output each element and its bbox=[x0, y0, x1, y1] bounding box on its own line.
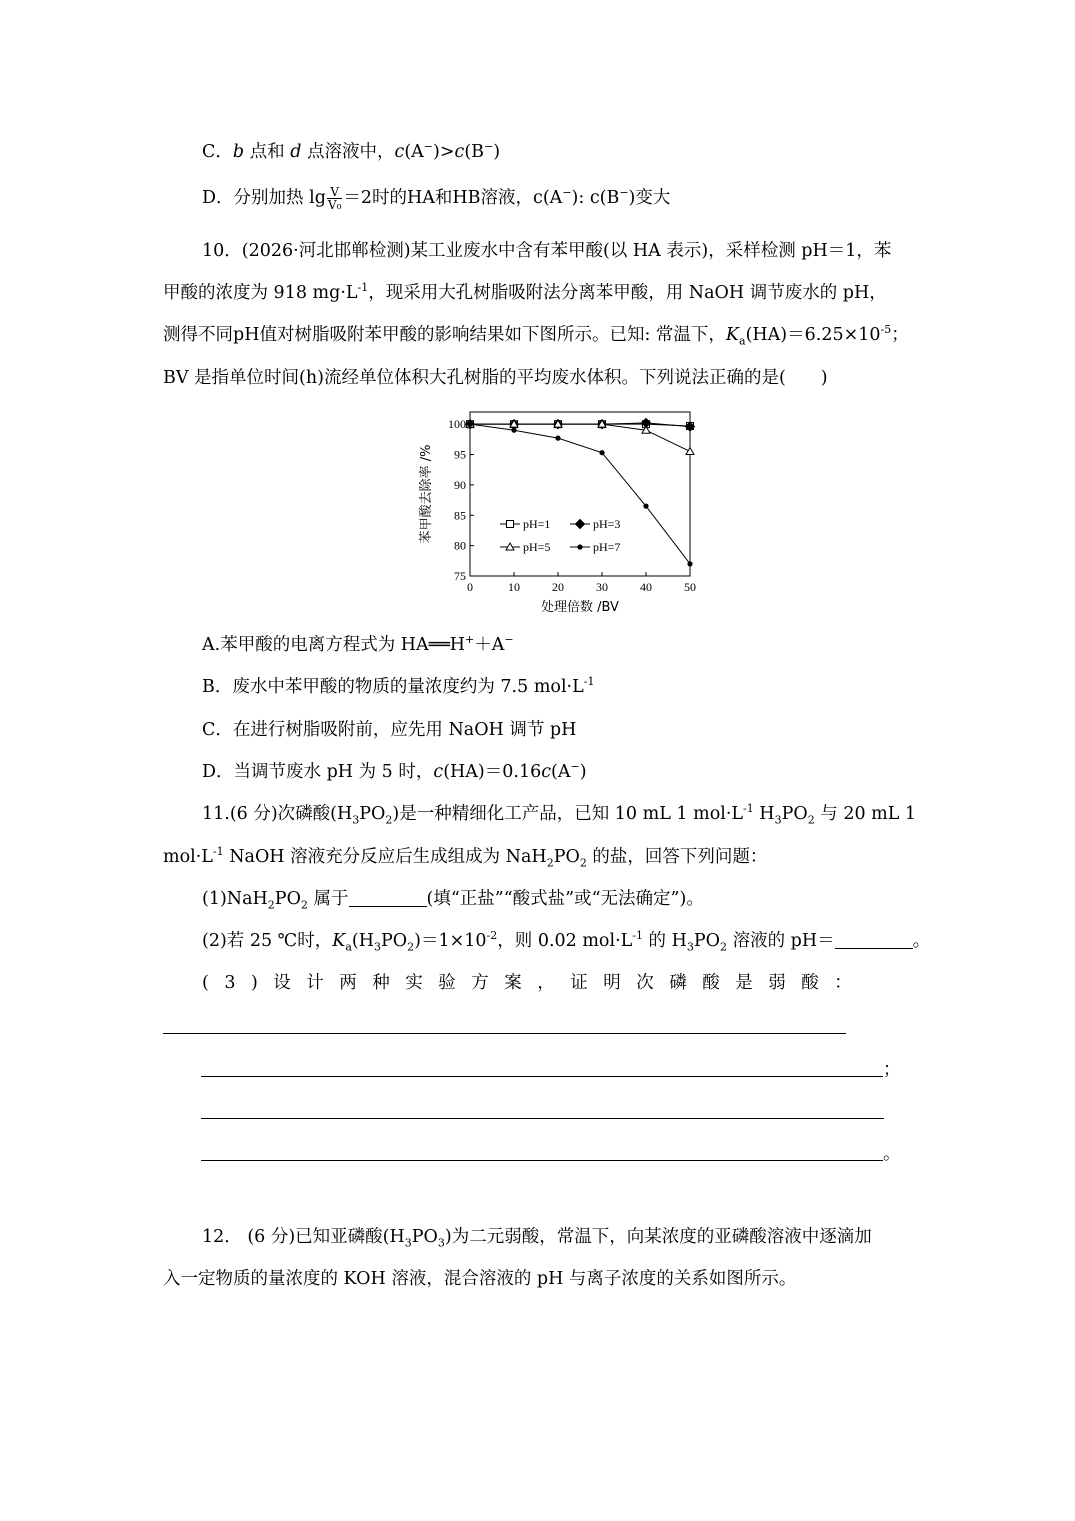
q10-option-a: A.苯甲酸的电离方程式为 HA══H+＋A− bbox=[202, 633, 514, 655]
y-tick-label: 100 bbox=[448, 417, 466, 432]
y-tick-label: 90 bbox=[454, 477, 466, 492]
data-point bbox=[643, 504, 648, 509]
legend-label: pH=7 bbox=[593, 540, 621, 554]
q12-line-1: 12． (6 分)已知亚磷酸$(H_3PO_3)$为二元弱酸，常温下，向某浓度的亚磷酸溶液中逐滴加 bbox=[202, 1227, 872, 1250]
x-axis-label: 处理倍数 /BV bbox=[541, 600, 619, 615]
legend-marker bbox=[507, 521, 514, 528]
series-line bbox=[470, 424, 690, 564]
q11-part-2: (2)若 25 ℃时，$K_a(H_3PO_2)=1\times 10^{-2}$，则 0.02 $mol\cdot L^{-1}$ 的 $H_3PO_2$ 溶液的 pH＝ 。 bbox=[202, 929, 931, 954]
q11-part-3: (3)设计两种实验方案，证明次磷酸是弱酸： bbox=[202, 973, 868, 993]
answer-line-3[interactable] bbox=[201, 1118, 884, 1119]
y-tick-label: 85 bbox=[454, 508, 466, 523]
data-point bbox=[467, 422, 472, 427]
x-tick-label: 30 bbox=[596, 580, 608, 594]
y-tick-label: 75 bbox=[454, 569, 466, 583]
y-axis-label: 苯甲酸去除率 /% bbox=[419, 444, 434, 544]
q10-option-b: B．废水中苯甲酸的物质的量浓度约为 7.5 $mol\cdot L^{-1}$ bbox=[202, 675, 595, 697]
x-tick-label: 20 bbox=[552, 580, 564, 594]
q10-line-1: 10．(2026·河北邯郸检测)某工业废水中含有苯甲酸(以 HA 表示)，采样检测 pH＝1，苯 bbox=[202, 241, 892, 261]
q10-line-3: 测得不同pH值对树脂吸附苯甲酸的影响结果如下图所示。已知: 常温下，$K_a(HA)=6.25\times 10^{-5}$； bbox=[163, 323, 909, 348]
y-tick-label: 80 bbox=[454, 538, 466, 553]
v-over-v0-fraction: $\frac{V}{\text{V₀}}$ bbox=[327, 185, 342, 212]
q10-line-2: 甲酸的浓度为 918 $mg\cdot L^{-1}$，现采用大孔树脂吸附法分离苯甲酸，用 NaOH 调节废水的 pH， bbox=[163, 281, 887, 303]
answer-blank-2[interactable] bbox=[835, 930, 913, 949]
q11-line-2: $mol\cdot L^{-1}$ NaOH 溶液充分反应后生成组成为 $NaH_2PO_2$ 的盐，回答下列问题： bbox=[163, 845, 768, 870]
data-point bbox=[687, 561, 692, 566]
data-point bbox=[686, 447, 694, 454]
x-tick-label: 40 bbox=[640, 580, 652, 594]
answer-blank-1[interactable] bbox=[349, 888, 427, 907]
legend-label: pH=3 bbox=[593, 517, 621, 531]
legend-label: pH=5 bbox=[523, 540, 551, 554]
period: 。 bbox=[883, 1144, 901, 1164]
answer-line-2[interactable] bbox=[201, 1076, 883, 1077]
answer-line-4[interactable] bbox=[201, 1160, 883, 1161]
q10-option-c: C．在进行树脂吸附前，应先用 NaOH 调节 pH bbox=[202, 720, 577, 740]
data-point bbox=[555, 436, 560, 441]
semicolon: ； bbox=[883, 1060, 901, 1080]
q11-line-1: 11.(6 分)次磷酸$(H_3PO_2)$是一种精细化工产品，已知 10 mL 1 $mol\cdot L^{-1}$ $H_3PO_2$ 与 20 mL 1 bbox=[202, 802, 917, 827]
legend-label: pH=1 bbox=[523, 517, 551, 531]
q9-option-d: D．分别加热 lg $\frac{V}{\text{V₀}}$ ＝2时的HA和HB溶液，c(A−): c(B−)变大 bbox=[202, 185, 671, 212]
x-tick-label: 10 bbox=[508, 580, 520, 594]
y-tick-label: 95 bbox=[454, 447, 466, 462]
q12-line-2: 入一定物质的量浓度的 KOH 溶液，混合溶液的 pH 与离子浓度的关系如图所示。 bbox=[163, 1269, 797, 1289]
q10-line-4: BV 是指单位时间(h)流经单位体积大孔树脂的平均废水体积。下列说法正确的是( ) bbox=[163, 368, 828, 388]
x-tick-label: 0 bbox=[467, 580, 473, 594]
q10-option-d: D．当调节废水 pH 为 5 时，c(HA)＝0.16c(A−) bbox=[202, 760, 587, 782]
q9-option-c: C．b 点和 d 点溶液中，c(A−)>c(B−) bbox=[202, 140, 501, 162]
answer-line-1[interactable] bbox=[163, 1033, 846, 1034]
data-point bbox=[511, 428, 516, 433]
q11-part-1: $(1)NaH_2PO_2$ 属于 (填“正盐”“酸式盐”或“无法确定”)。 bbox=[202, 889, 704, 912]
data-point bbox=[599, 450, 604, 455]
x-tick-label: 50 bbox=[684, 580, 696, 594]
benzoic-acid-removal-chart bbox=[400, 400, 710, 615]
legend-marker bbox=[577, 544, 582, 549]
plot-frame bbox=[470, 412, 690, 576]
legend-marker bbox=[576, 520, 585, 529]
